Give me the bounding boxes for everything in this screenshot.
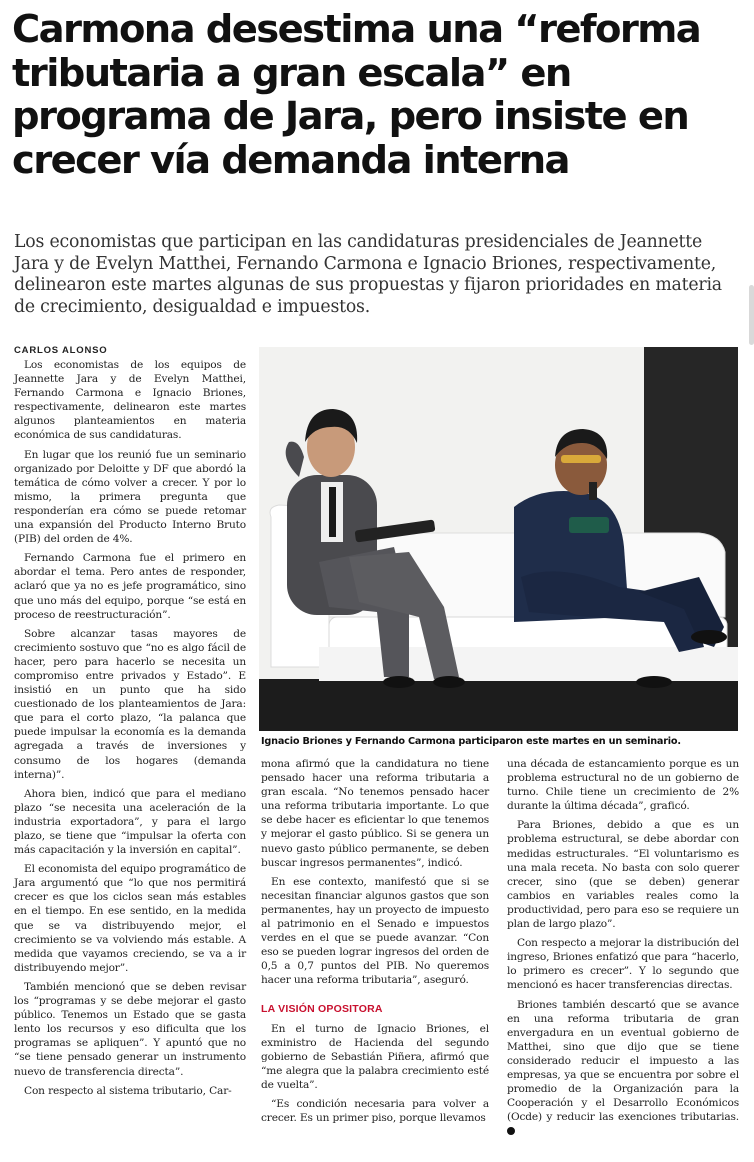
scrollbar[interactable]: [749, 285, 754, 345]
paragraph: “Es condición necesaria para volver a crecer. Es un primer piso, porque llevamos: [261, 1098, 489, 1125]
paragraph: una década de estancamiento porque es un problema estructural no de un gobierno de turno. Chile tiene un crecimiento de 2% durante la última década”, graficó.: [507, 758, 739, 813]
end-of-article-icon: P: [507, 1127, 515, 1135]
paragraph: Ahora bien, indicó que para el mediano plazo “se necesita una aceleración de la industria exportadora”, y para el largo plazo, se tiene que “impulsar la oferta con más capacitación y la inversión en capital”.: [14, 787, 246, 857]
seminar-photo: [259, 347, 738, 731]
paragraph: También mencionó que se deben revisar los “programas y se debe mejorar el gasto público. Tenemos un Estado que se gasta lento los recursos y eso dificulta que los programas se apliquen”. Y apuntó que no “se tiene pensado generar un instrumento nuevo de transferencia directa”.: [14, 980, 246, 1078]
photo-caption: Ignacio Briones y Fernando Carmona participaron este martes en un seminario.: [261, 736, 681, 747]
paragraph: Para Briones, debido a que es un problema estructural, se debe abordar con medidas estructurales. “El voluntarismo es una mala receta. No basta con solo querer crecer, sino (que se deben) generar cambios en variables reales como la productividad, pero para eso se requiere un plan de largo plazo”.: [507, 819, 739, 931]
paragraph: [507, 998, 739, 1139]
article-column-3: [507, 757, 739, 1143]
headline: Carmona desestima una “reforma tributaria a gran escala” en programa de Jara, pero insiste en crecer vía demanda interna: [12, 7, 701, 183]
paragraph: Con respecto a mejorar la distribución del ingreso, Briones enfatizó que para “hacerlo, lo primero es crecer”. Y lo segundo que mencionó es hacer transferencias directas.: [507, 937, 739, 992]
byline: CARLOS ALONSO: [14, 345, 108, 356]
paragraph: Los economistas de los equipos de Jeannette Jara y de Evelyn Matthei, Fernando Carmona e Ignacio Briones, respectivamente, delinearon este martes algunos planteamientos en materia económica de sus candidaturas.: [14, 359, 246, 442]
paragraph: Con respecto al sistema tributario, Car-: [24, 1084, 232, 1097]
article-column-2: [261, 757, 489, 1130]
seminar-photo-illustration: [259, 347, 738, 731]
stage-floor: [259, 679, 738, 731]
article-column-1: [14, 358, 246, 1103]
paragraph: En ese contexto, manifestó que si se necesitan financiar algunos gastos que son permanentes, hay un proyecto de impuesto al patrimonio en el Senado e impuestos verdes en el que se puede avanzar. “Con eso se pueden lograr ingresos del orden de 0,5 a 0,7 puntos del PIB. No queremos hacer una reforma tributaria”, aseguró.: [261, 875, 489, 987]
paragraph-text: Briones también descartó que se avance en una reforma tributaria de gran envergadura en un eventual gobierno de Matthei, sino que dijo que se tiene considerado reducir el impuesto a las empresas, ya que se encuentra por sobre el promedio de la Organización para la Cooperación y el Desarrollo Económicos (Ocde) y reducir las exenciones tributarias.: [507, 998, 739, 1124]
paragraph: En lugar que los reunió fue un seminario organizado por Deloitte y DF que abordó la temática de cómo volver a crecer. Y por lo mismo, la primera pregunta que responderían era cómo se puede retomar una expansión del Producto Interno Bruto (PIB) del orden de 4%.: [14, 448, 246, 546]
paragraph: Sobre alcanzar tasas mayores de crecimiento sostuvo que “no es algo fácil de hacer, pero para hacerlo se necesita un compromiso entre privados y Estado”. E insistió en un punto que ha sido cuestionado de los planteamientos de Jara: que para el corto plazo, “la palanca que puede impulsar la economía es la demanda agregada a través de inversiones y consumo de los hogares (demanda interna)”.: [14, 627, 246, 781]
paragraph: Fernando Carmona fue el primero en abordar el tema. Pero antes de responder, aclaró que ya no es jefe programático, sino que uno más del equipo, porque “se está en proceso de reestructuración”.: [14, 552, 246, 621]
paragraph: mona afirmó que la candidatura no tiene pensado hacer una reforma tributaria a gran escala. “No tenemos pensado hacer una reforma tributaria importante. Lo que se debe hacer es eficientar lo que tenemos y mejorar el gasto público. Si se genera un nuevo gasto público permanente, se deben buscar ingresos permanentes”, indicó.: [261, 758, 489, 869]
section-subhead: LA VISIÓN OPOSITORA: [261, 1002, 383, 1015]
paragraph: El economista del equipo programático de Jara argumentó que “lo que nos permitirá crecer es que los ciclos sean más estables en el tiempo. En ese sentido, en la medida que se va distribuyendo mejor, el crecimiento se va volviendo más estable. A medida que vayamos creciendo, se va a ir distribuyendo mejor”.: [14, 863, 246, 974]
paragraph: En el turno de Ignacio Briones, el exministro de Hacienda del segundo gobierno de Sebastián Piñera, afirmó que “me alegra que la palabra crecimiento esté de vuelta”.: [261, 1022, 489, 1091]
deck: Los economistas que participan en las candidaturas presidenciales de Jeannette Jara y de Evelyn Matthei, Fernando Carmona e Ignacio Briones, respectivamente, delinearon este martes algunas de sus propuestas y fijaron prioridades en materia de crecimiento, desigualdad e impuestos.: [14, 232, 722, 317]
